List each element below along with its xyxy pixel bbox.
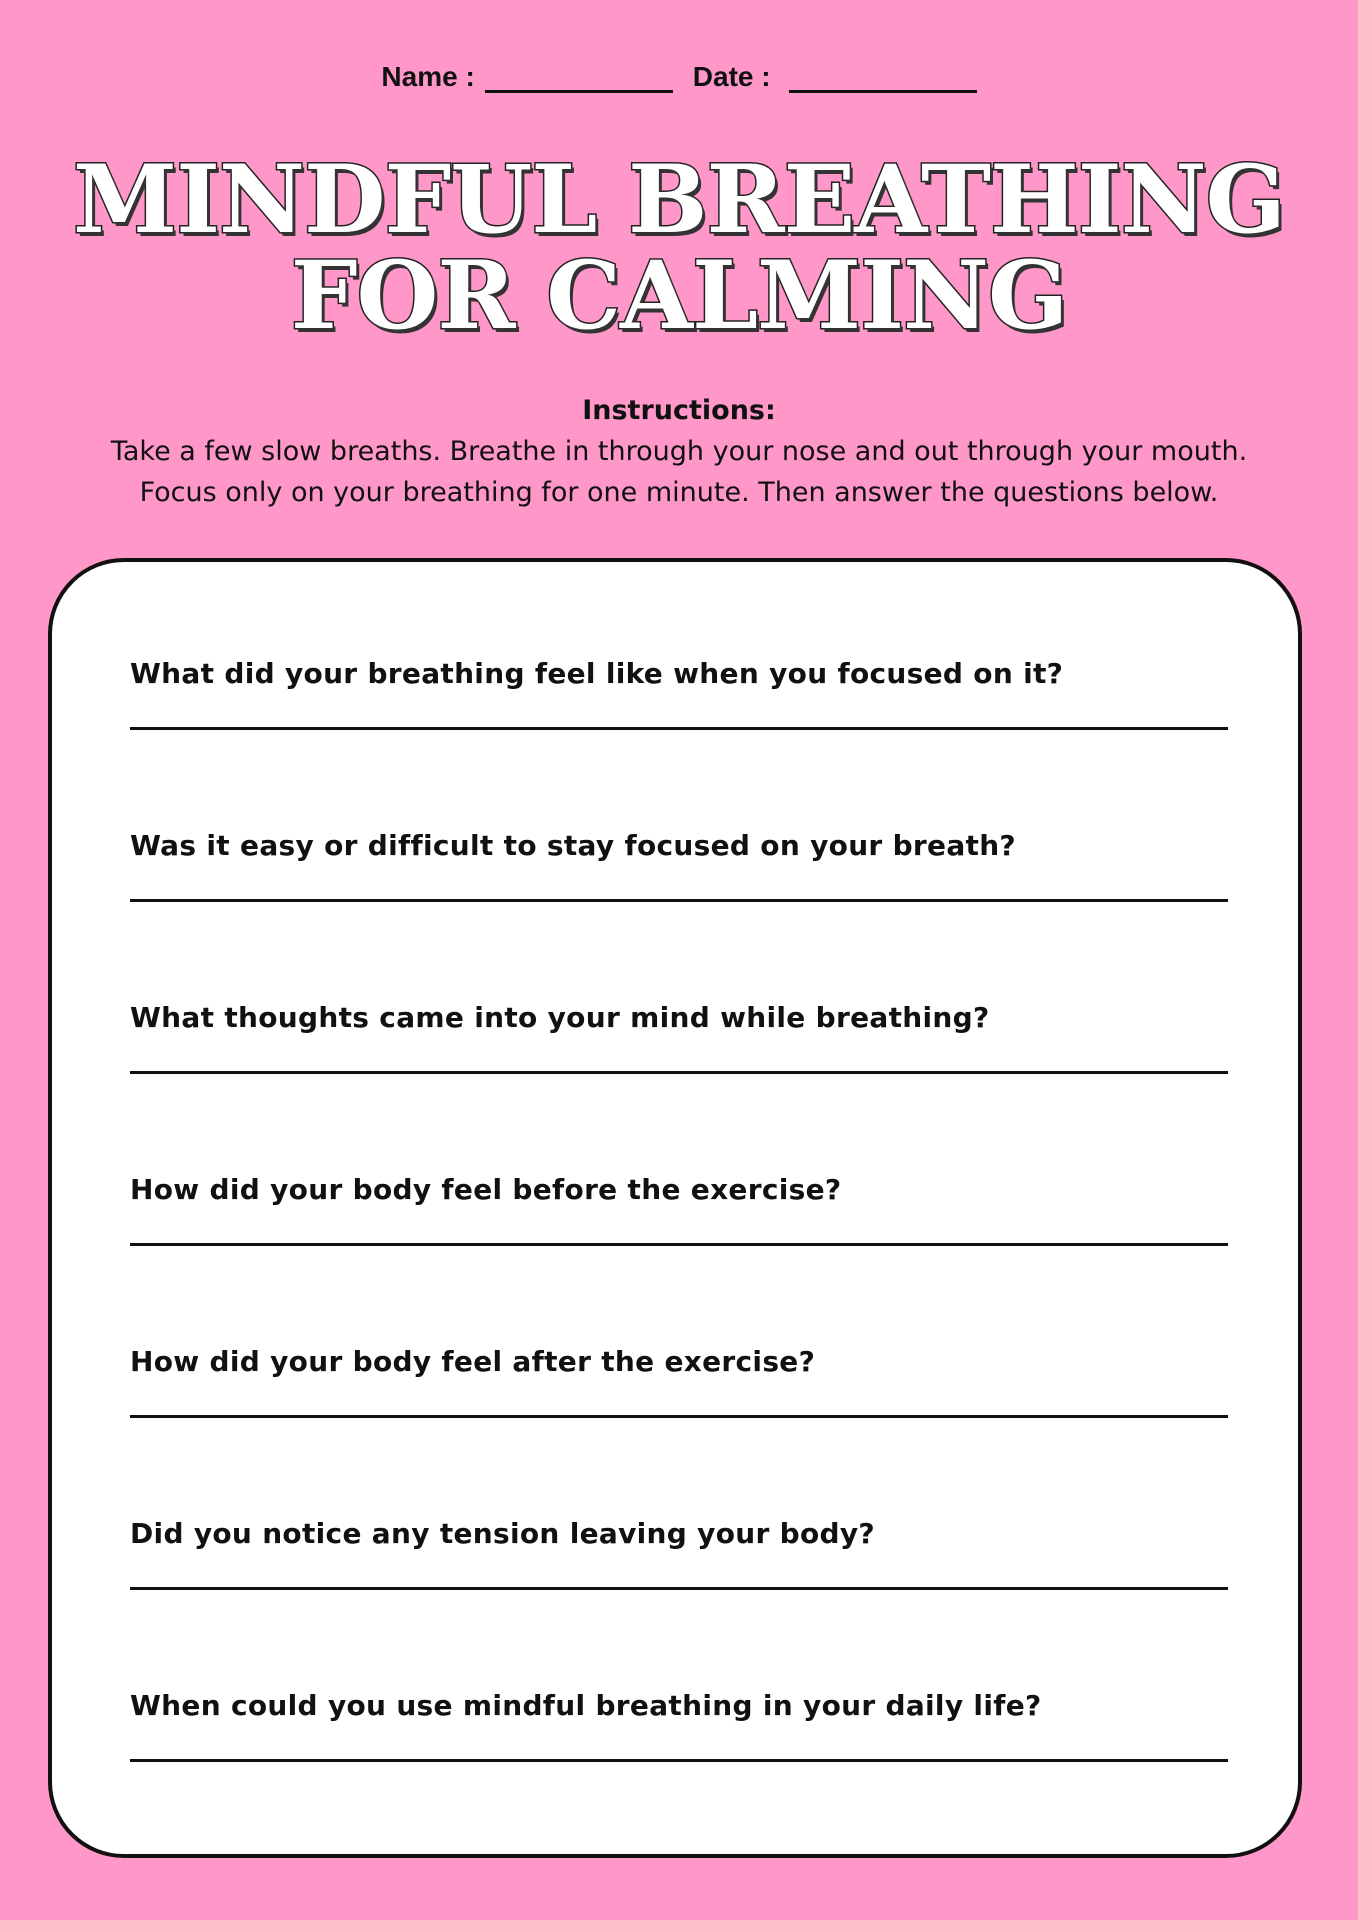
instructions-line-2: Focus only on your breathing for one minute. Then answer the questions below. [139, 477, 1219, 508]
name-label: Name : [381, 61, 475, 92]
name-field[interactable] [485, 60, 673, 93]
question-3 [130, 1001, 1228, 1074]
question-text: How did your body feel before the exercise? [130, 1173, 842, 1206]
name-date-row [0, 60, 1358, 93]
answer-line[interactable] [130, 1243, 1228, 1246]
title-line-1: MINDFUL BREATHING [73, 145, 1285, 255]
instructions-line-1: Take a few slow breaths. Breathe in through your nose and out through your mouth. [110, 436, 1248, 467]
answer-line[interactable] [130, 899, 1228, 902]
answer-line[interactable] [130, 727, 1228, 730]
instructions [0, 390, 1358, 513]
question-5 [130, 1345, 1228, 1418]
question-text: When could you use mindful breathing in your daily life? [130, 1689, 1042, 1722]
date-field[interactable] [789, 60, 977, 93]
question-text: How did your body feel after the exercise? [130, 1345, 816, 1378]
question-7 [130, 1689, 1228, 1762]
question-text: Was it easy or difficult to stay focused on your breath? [130, 829, 1016, 862]
page-title [0, 145, 1358, 351]
question-1 [130, 657, 1228, 730]
question-text: Did you notice any tension leaving your body? [130, 1517, 875, 1550]
answer-line[interactable] [130, 1071, 1228, 1074]
title-line-2: FOR CALMING [290, 241, 1068, 351]
question-6 [130, 1517, 1228, 1590]
question-2 [130, 829, 1228, 902]
answer-line[interactable] [130, 1415, 1228, 1418]
date-label: Date : [692, 61, 771, 92]
question-text: What did your breathing feel like when you focused on it? [130, 657, 1064, 690]
answer-line[interactable] [130, 1587, 1228, 1590]
question-4 [130, 1173, 1228, 1246]
question-text: What thoughts came into your mind while breathing? [130, 1001, 990, 1034]
instructions-heading: Instructions: [582, 395, 776, 426]
answer-line[interactable] [130, 1759, 1228, 1762]
